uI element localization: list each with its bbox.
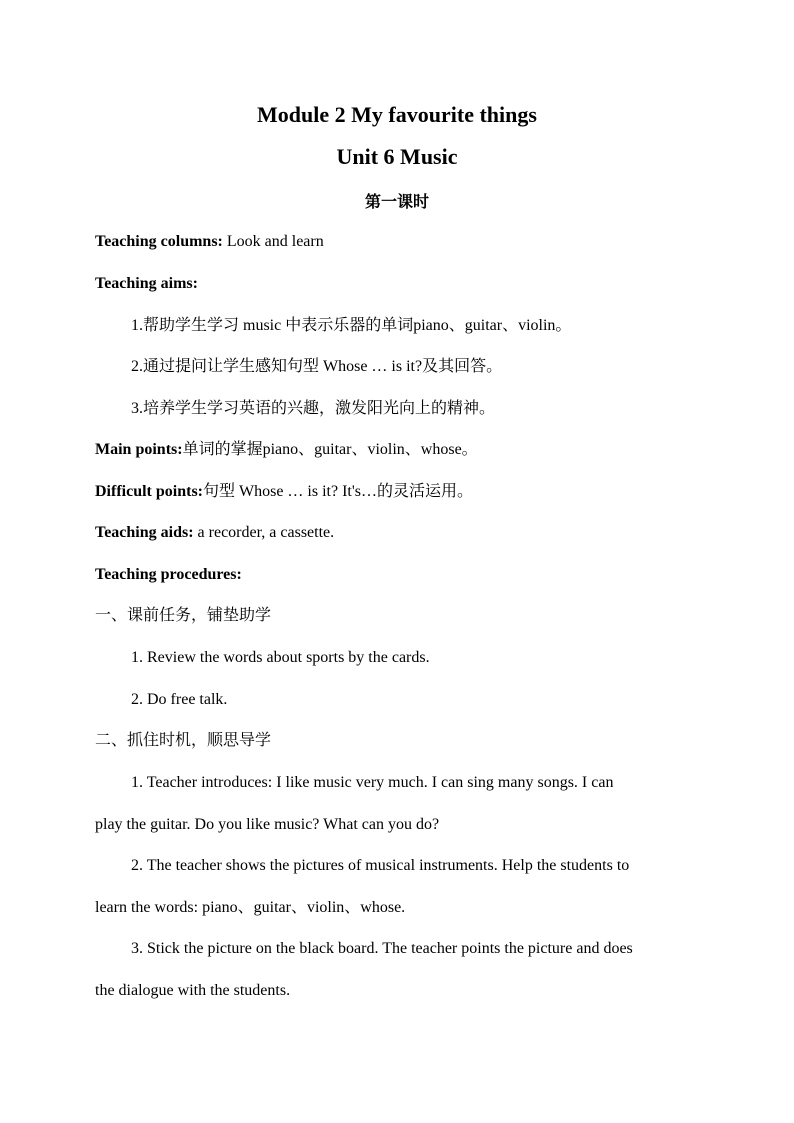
module-title: Module 2 My favourite things	[257, 102, 537, 127]
teaching-columns-value: Look and learn	[222, 233, 324, 250]
teaching-columns-line	[95, 232, 324, 252]
main-points-line	[95, 440, 478, 460]
aim-item-2: 2.通过提问让学生感知句型 Whose … is it?及其回答。	[131, 358, 503, 375]
aim-item-3: 3.培养学生学习英语的兴趣，激发阳光向上的精神。	[131, 400, 496, 417]
teaching-aids-label: Teaching aids:	[95, 524, 194, 541]
step2-paragraph-3-rest: the dialogue with the students.	[95, 982, 291, 999]
teaching-aids-line	[95, 523, 334, 543]
step2-paragraph-1-first: 1. Teacher introduces: I like music very much. I can sing many songs. I can	[131, 774, 614, 791]
difficult-points-value: 句型 Whose … is it? It's…的灵活运用。	[203, 483, 473, 500]
step2-paragraph-3-first: 3. Stick the picture on the black board. The teacher points the picture and does	[131, 940, 633, 957]
step1-item-1: 1. Review the words about sports by the cards.	[131, 649, 430, 666]
step2-paragraph-2-first: 2. The teacher shows the pictures of musical instruments. Help the students to	[131, 857, 630, 874]
step2-paragraph-1-rest: play the guitar. Do you like music? What can you do?	[95, 816, 440, 833]
teaching-aids-value: a recorder, a cassette.	[193, 524, 335, 541]
step1-item-2: 2. Do free talk.	[131, 691, 228, 708]
main-points-value: 单词的掌握piano、guitar、violin、whose。	[182, 441, 478, 458]
step-heading-1: 一、课前任务，铺垫助学	[95, 607, 272, 624]
step-heading-2: 二、抓住时机，顺思导学	[95, 732, 272, 749]
difficult-points-label: Difficult points:	[95, 483, 203, 500]
aim-item-1: 1.帮助学生学习 music 中表示乐器的单词piano、guitar、violin。	[131, 317, 572, 334]
teaching-aims-label: Teaching aims:	[95, 275, 198, 292]
step2-paragraph-2-rest: learn the words: piano、guitar、violin、whose.	[95, 899, 406, 916]
lesson-label: 第一课时	[364, 194, 429, 211]
unit-title: Unit 6 Music	[336, 144, 458, 169]
difficult-points-line	[95, 482, 473, 502]
main-points-label: Main points:	[95, 441, 183, 458]
teaching-columns-label: Teaching columns:	[95, 233, 223, 250]
teaching-procedures-label: Teaching procedures:	[95, 566, 242, 583]
